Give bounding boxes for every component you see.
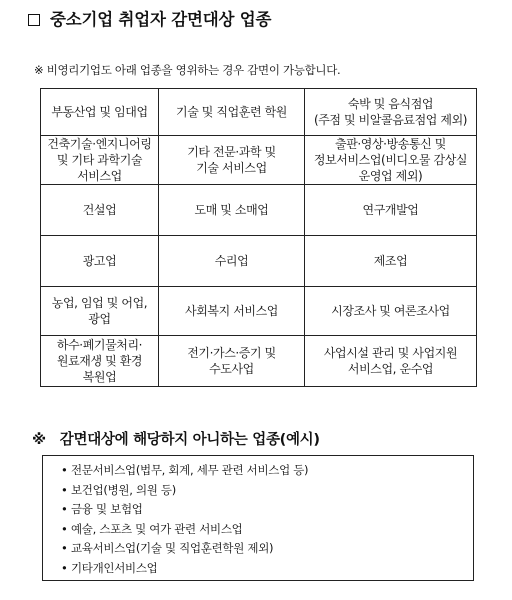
list-item xyxy=(61,481,473,501)
industry-cell: 광고업 xyxy=(41,236,159,287)
industry-cell: 시장조사 및 여론조사업 xyxy=(305,287,477,336)
eligible-industries-table xyxy=(40,88,477,387)
exclusions-heading xyxy=(32,428,320,449)
table-row xyxy=(41,336,477,387)
page-title xyxy=(28,6,271,30)
list-item-text: 기타개인서비스업 xyxy=(71,560,158,575)
list-item xyxy=(61,520,473,540)
list-item-text: 전문서비스업(법무, 회계, 세무 관련 서비스업 등) xyxy=(71,463,309,477)
bullet-icon: • xyxy=(61,560,68,575)
checkbox-square-icon xyxy=(28,14,40,26)
industry-cell: 전기·가스·증기 및 수도사업 xyxy=(159,336,305,387)
table-row xyxy=(41,136,477,185)
industry-cell: 농업, 임업 및 어업, 광업 xyxy=(41,287,159,336)
industry-cell: 사회복지 서비스업 xyxy=(159,287,305,336)
table-row xyxy=(41,287,477,336)
exclusions-list xyxy=(43,456,473,578)
industry-cell: 숙박 및 음식점업 (주점 및 비알콜음료점업 제외) xyxy=(305,89,477,136)
bullet-icon: • xyxy=(61,541,68,555)
list-item-text: 보건업(병원, 의원 등) xyxy=(71,482,176,497)
list-item-text: 예술, 스포츠 및 여가 관련 서비스업 xyxy=(71,521,243,536)
nonprofit-note: ※ 비영리기업도 아래 업종을 영위하는 경우 감면이 가능합니다. xyxy=(34,63,341,77)
bullet-icon: • xyxy=(61,463,68,477)
list-item-text: 교육서비스업(기술 및 직업훈련학원 제외) xyxy=(71,541,274,555)
exclusions-heading-text: 감면대상에 해당하지 아니하는 업종(예시) xyxy=(59,432,320,448)
industry-cell: 기술 및 직업훈련 학원 xyxy=(159,89,305,136)
list-item xyxy=(61,539,473,559)
industry-cell: 건설업 xyxy=(41,185,159,236)
industry-cell: 도매 및 소매업 xyxy=(159,185,305,236)
industry-cell: 하수·폐기물처리· 원료재생 및 환경 복원업 xyxy=(41,336,159,387)
bullet-icon: • xyxy=(61,482,68,497)
industry-cell: 제조업 xyxy=(305,236,477,287)
industry-cell: 사업시설 관리 및 사업지원 서비스업, 운수업 xyxy=(305,336,477,387)
page-title-text: 중소기업 취업자 감면대상 업종 xyxy=(50,10,272,29)
reference-mark: ※ xyxy=(32,432,46,448)
list-item-text: 금융 및 보험업 xyxy=(71,502,143,516)
exclusions-box xyxy=(42,455,474,581)
industry-cell: 기타 전문·과학 및 기술 서비스업 xyxy=(159,136,305,185)
industry-cell: 출판·영상·방송통신 및 정보서비스업(비디오물 감상실 운영업 제외) xyxy=(305,136,477,185)
bullet-icon: • xyxy=(61,521,68,536)
list-item xyxy=(61,461,473,481)
bullet-icon: • xyxy=(61,502,68,516)
table-row xyxy=(41,236,477,287)
industry-cell: 연구개발업 xyxy=(305,185,477,236)
table-row xyxy=(41,89,477,136)
list-item xyxy=(61,559,473,579)
industry-cell: 부동산업 및 임대업 xyxy=(41,89,159,136)
industry-cell: 건축기술·엔지니어링 및 기타 과학기술 서비스업 xyxy=(41,136,159,185)
industry-cell: 수리업 xyxy=(159,236,305,287)
table-row xyxy=(41,185,477,236)
list-item xyxy=(61,500,473,520)
